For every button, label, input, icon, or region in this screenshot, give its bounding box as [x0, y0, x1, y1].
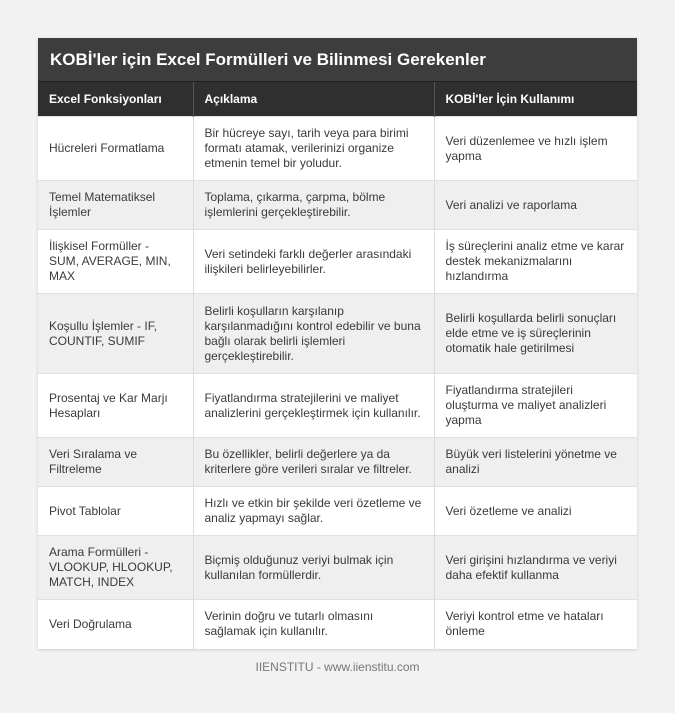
cell-function: Hücreleri Formatlama: [38, 117, 193, 181]
cell-usage: Büyük veri listelerini yönetme ve analizi: [434, 438, 637, 487]
cell-description: Biçmiş olduğunuz veriyi bulmak için kullanılan formüllerdir.: [193, 536, 434, 600]
cell-function: Veri Sıralama ve Filtreleme: [38, 438, 193, 487]
cell-usage: Veri düzenlemee ve hızlı işlem yapma: [434, 117, 637, 181]
table-row: [38, 536, 637, 600]
table-row: [38, 117, 637, 181]
table-row: [38, 230, 637, 294]
cell-description: Fiyatlandırma stratejilerini ve maliyet analizlerini gerçekleştirmek için kullanılır.: [193, 374, 434, 438]
table-row: [38, 600, 637, 649]
cell-function: İlişkisel Formüller - SUM, AVERAGE, MIN, MAX: [38, 230, 193, 294]
column-header-usage: KOBİ'ler İçin Kullanımı: [434, 82, 637, 117]
cell-description: Bir hücreye sayı, tarih veya para birimi formatı atamak, verilerinizi organize etmenin temel bir yoludur.: [193, 117, 434, 181]
cell-description: Bu özellikler, belirli değerlere ya da kriterlere göre verileri sıralar ve filtreler.: [193, 438, 434, 487]
cell-description: Toplama, çıkarma, çarpma, bölme işlemlerini gerçekleştirebilir.: [193, 181, 434, 230]
column-header-function: Excel Fonksiyonları: [38, 82, 193, 117]
cell-function: Temel Matematiksel İşlemler: [38, 181, 193, 230]
header-row: [38, 82, 637, 117]
cell-usage: Belirli koşullarda belirli sonuçları elde etme ve iş süreçlerinin otomatik hale getirilmesi: [434, 294, 637, 374]
table-row: [38, 181, 637, 230]
cell-function: Prosentaj ve Kar Marjı Hesapları: [38, 374, 193, 438]
table-row: [38, 294, 637, 374]
cell-usage: Veri girişini hızlandırma ve veriyi daha efektif kullanma: [434, 536, 637, 600]
table-row: [38, 438, 637, 487]
cell-usage: Fiyatlandırma stratejileri oluşturma ve maliyet analizleri yapma: [434, 374, 637, 438]
table-card: [38, 38, 637, 649]
cell-usage: Veriyi kontrol etme ve hataları önleme: [434, 600, 637, 649]
footer-credit: IIENSTITU - www.iienstitu.com: [255, 660, 420, 674]
cell-usage: İş süreçlerini analiz etme ve karar destek mekanizmalarını hızlandırma: [434, 230, 637, 294]
cell-description: Hızlı ve etkin bir şekilde veri özetleme ve analiz yapmayı sağlar.: [193, 487, 434, 536]
column-header-description: Açıklama: [193, 82, 434, 117]
cell-function: Koşullu İşlemler - IF, COUNTIF, SUMIF: [38, 294, 193, 374]
cell-usage: Veri özetleme ve analizi: [434, 487, 637, 536]
table-row: [38, 487, 637, 536]
table-title: KOBİ'ler için Excel Formülleri ve Bilinmesi Gerekenler: [38, 38, 637, 82]
cell-usage: Veri analizi ve raporlama: [434, 181, 637, 230]
cell-function: Pivot Tablolar: [38, 487, 193, 536]
cell-function: Veri Doğrulama: [38, 600, 193, 649]
cell-description: Verinin doğru ve tutarlı olmasını sağlamak için kullanılır.: [193, 600, 434, 649]
data-table: [38, 82, 637, 649]
table-row: [38, 374, 637, 438]
cell-function: Arama Formülleri - VLOOKUP, HLOOKUP, MATCH, INDEX: [38, 536, 193, 600]
cell-description: Belirli koşulların karşılanıp karşılanmadığını kontrol edebilir ve buna bağlı olarak belirli işlemleri gerçekleştirebilir.: [193, 294, 434, 374]
cell-description: Veri setindeki farklı değerler arasındaki ilişkileri belirleyebilirler.: [193, 230, 434, 294]
